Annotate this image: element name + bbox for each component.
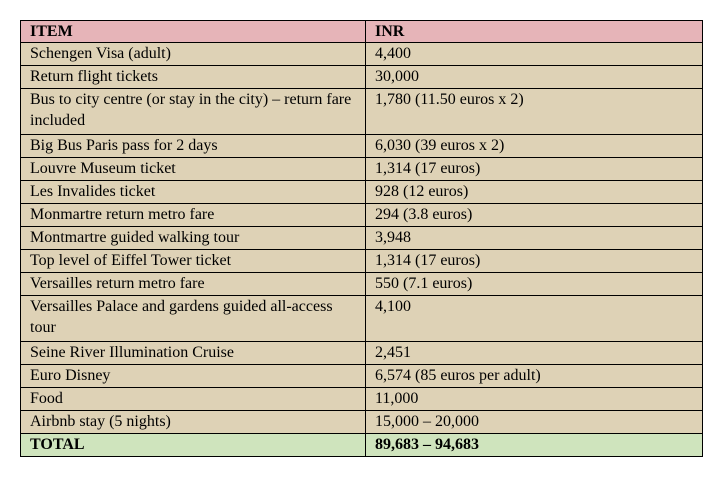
item-cell: Airbnb stay (5 nights) — [21, 411, 366, 434]
total-label: TOTAL — [21, 434, 366, 457]
table-row — [21, 66, 703, 89]
inr-cell: 1,314 (17 euros) — [366, 158, 703, 181]
table-row — [21, 89, 703, 135]
inr-cell: 294 (3.8 euros) — [366, 204, 703, 227]
table-row — [21, 227, 703, 250]
inr-cell: 2,451 — [366, 342, 703, 365]
inr-cell: 6,030 (39 euros x 2) — [366, 135, 703, 158]
item-cell: Versailles Palace and gardens guided all-access tour — [21, 296, 366, 342]
item-cell: Louvre Museum ticket — [21, 158, 366, 181]
inr-cell: 6,574 (85 euros per adult) — [366, 365, 703, 388]
inr-cell: 30,000 — [366, 66, 703, 89]
header-row — [21, 21, 703, 43]
table-row — [21, 204, 703, 227]
table-row — [21, 43, 703, 66]
inr-cell: 11,000 — [366, 388, 703, 411]
table-row — [21, 365, 703, 388]
table-row — [21, 342, 703, 365]
item-cell: Bus to city centre (or stay in the city) – return fare included — [21, 89, 366, 135]
item-cell: Food — [21, 388, 366, 411]
inr-cell: 4,100 — [366, 296, 703, 342]
inr-cell: 1,314 (17 euros) — [366, 250, 703, 273]
inr-cell: 15,000 – 20,000 — [366, 411, 703, 434]
item-cell: Top level of Eiffel Tower ticket — [21, 250, 366, 273]
item-cell: Euro Disney — [21, 365, 366, 388]
table-row — [21, 296, 703, 342]
item-cell: Monmartre return metro fare — [21, 204, 366, 227]
item-cell: Montmartre guided walking tour — [21, 227, 366, 250]
table-row — [21, 273, 703, 296]
inr-cell: 3,948 — [366, 227, 703, 250]
item-cell: Versailles return metro fare — [21, 273, 366, 296]
header-inr: INR — [366, 21, 703, 43]
item-cell: Les Invalides ticket — [21, 181, 366, 204]
total-row — [21, 434, 703, 457]
header-item: ITEM — [21, 21, 366, 43]
total-value: 89,683 – 94,683 — [366, 434, 703, 457]
inr-cell: 928 (12 euros) — [366, 181, 703, 204]
item-cell: Big Bus Paris pass for 2 days — [21, 135, 366, 158]
table-row — [21, 388, 703, 411]
table-row — [21, 181, 703, 204]
item-cell: Schengen Visa (adult) — [21, 43, 366, 66]
table-row — [21, 135, 703, 158]
item-cell: Return flight tickets — [21, 66, 366, 89]
table-row — [21, 158, 703, 181]
item-cell: Seine River Illumination Cruise — [21, 342, 366, 365]
inr-cell: 550 (7.1 euros) — [366, 273, 703, 296]
cost-table-container — [20, 20, 702, 457]
inr-cell: 4,400 — [366, 43, 703, 66]
table-row — [21, 250, 703, 273]
table-row — [21, 411, 703, 434]
inr-cell: 1,780 (11.50 euros x 2) — [366, 89, 703, 135]
paris-trip-cost-table — [20, 20, 703, 457]
